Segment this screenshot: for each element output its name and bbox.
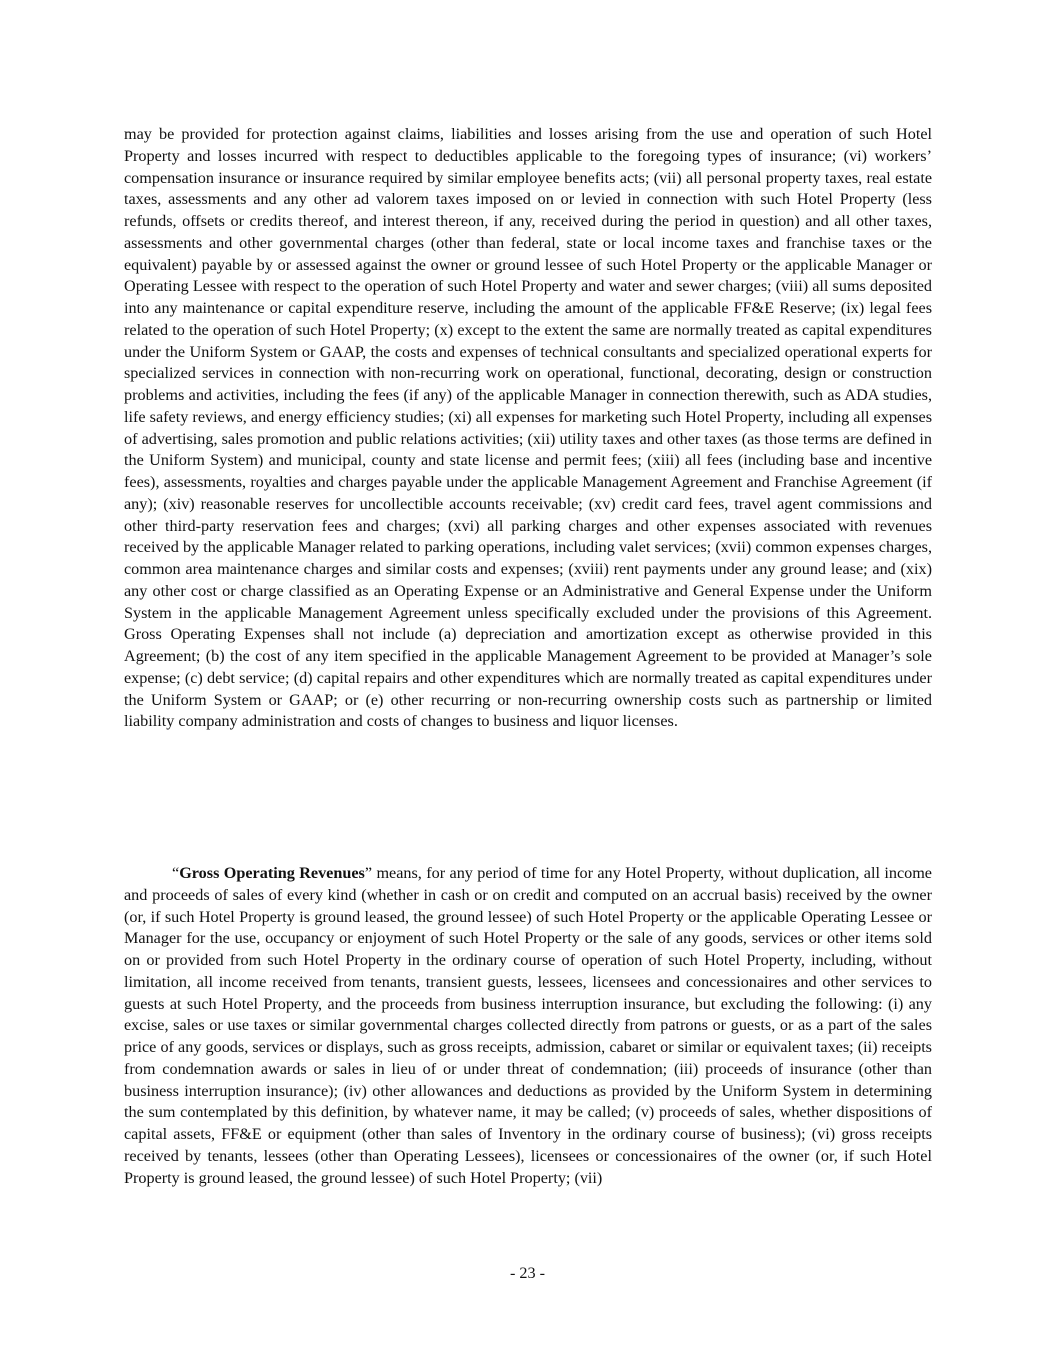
defined-term-gross-operating-revenues: Gross Operating Revenues (179, 864, 365, 882)
open-quote: “ (172, 864, 180, 882)
paragraph-gross-operating-revenues (124, 863, 932, 1189)
page-number: - 23 - (509, 1264, 546, 1282)
definition-body: ” means, for any period of time for any Hotel Property, without duplication, all income and proceeds of sales of every kind (whether in cash or on credit and computed on an accrual basis) received by the owner (or, if such Hotel Property is ground leased, the ground lessee) of such Hotel Property or the applicable Operating Lessee or Manager for the use, occupancy or enjoyment of such Hotel Property or the sale of any goods, services or other items sold on or provided from such Hotel Property in the ordinary course of operation of such Hotel Property, including, without limitation, all income received from tenants, transient guests, lessees, licensees and concessionaires and other services to guests at such Hotel Property, and the proceeds from business interruption insurance, but excluding the following: (i) any excise, sales or use taxes or similar governmental charges collected directly from patrons or guests, or as a part of the sales price of any goods, services or displays, such as gross receipts, admission, cabaret or similar or equivalent taxes; (ii) receipts from condemnation awards or sales in lieu of or under threat of condemnation; (iii) proceeds of insurance (other than business interruption insurance); (iv) other allowances and deductions as provided by the Uniform System in determining the sum contemplated by this definition, by whatever name, it may be called; (v) proceeds of sales, whether dispositions of capital assets, FF&E or equipment (other than sales of Inventory in the ordinary course of business); (vi) gross receipts received by tenants, lessees (other than Operating Lessees), licensees or concessionaires of the owner (or, if such Hotel Property is ground leased, the ground lessee) of such Hotel Property; (vii) (124, 864, 932, 1187)
paragraph-operating-expenses-continued: may be provided for protection against claims, liabilities and losses arising from the use and operation of such Hotel Property and losses incurred with respect to deductibles applicable to the foregoing types of insurance; (vi) workers’ compensation insurance or insurance required by similar employee benefits acts; (vii) all personal property taxes, real estate taxes, assessments and any other ad valorem taxes imposed on or levied in connection with such Hotel Property (less refunds, offsets or credits thereof, and interest thereon, if any, received during the period in question) and all other taxes, assessments and other governmental charges (other than federal, state or local income taxes and franchise taxes or the equivalent) payable by or assessed against the owner or ground lessee of such Hotel Property or the applicable Manager or Operating Lessee with respect to the operation of such Hotel Property and water and sewer charges; (viii) all sums deposited into any maintenance or capital expenditure reserve, including the amount of the applicable FF&E Reserve; (ix) legal fees related to the operation of such Hotel Property; (x) except to the extent the same are normally treated as capital expenditures under the Uniform System or GAAP, the costs and expenses of technical consultants and specialized operational experts for specialized services in connection with non-recurring work on operational, functional, decorating, design or construction problems and activities, including the fees (if any) of the applicable Manager in connection therewith, such as ADA studies, life safety reviews, and energy efficiency studies; (xi) all expenses for marketing such Hotel Property, including all expenses of advertising, sales promotion and public relations activities; (xii) utility taxes and other taxes (as those terms are defined in the Uniform System) and municipal, county and state license and permit fees; (xiii) all fees (including base and incentive fees), assessments, royalties and charges payable under the applicable Management Agreement and Franchise Agreement (if any); (xiv) reasonable reserves for uncollectible accounts receivable; (xv) credit card fees, travel agent commissions and other third-party reservation fees and charges; (xvi) all parking charges and other expenses associated with revenues received by the applicable Manager related to parking operations, including valet services; (xvii) common expenses charges, common area maintenance charges and similar costs and expenses; (xviii) rent payments under any ground lease; and (xix) any other cost or charge classified as an Operating Expense or an Administrative and General Expense under the Uniform System in the applicable Management Agreement unless specifically excluded under the provisions of this Agreement. Gross Operating Expenses shall not include (a) depreciation and amortization except as otherwise provided in this Agreement; (b) the cost of any item specified in the applicable Management Agreement to be provided at Manager’s sole expense; (c) debt service; (d) capital repairs and other expenditures which are normally treated as capital expenditures under the Uniform System or GAAP; or (e) other recurring or non-recurring ownership costs such as partnership or limited liability company administration and costs of changes to business and liquor licenses. (124, 125, 932, 731)
